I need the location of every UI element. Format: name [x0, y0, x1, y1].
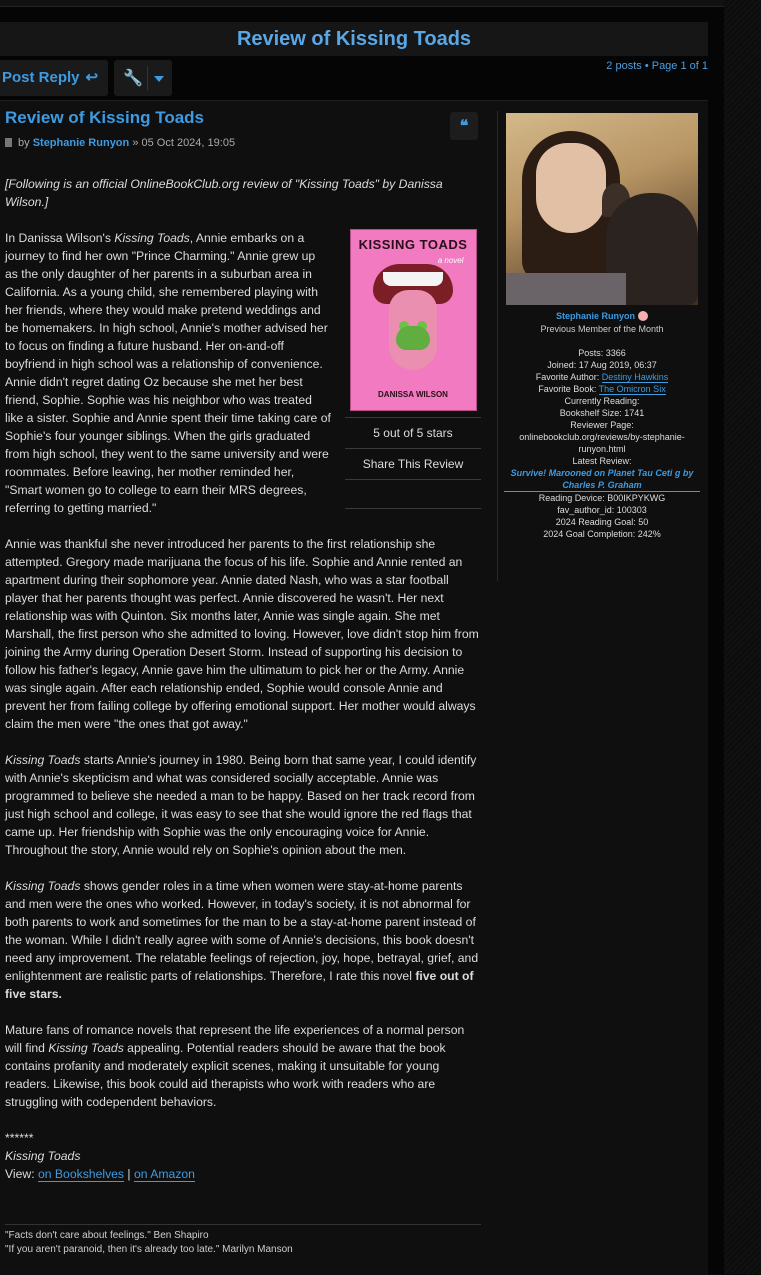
avatar-face-art: [536, 143, 606, 233]
latest-review-title[interactable]: Survive! Marooned on Planet Tau Ceti g: [510, 468, 681, 478]
quote-button[interactable]: [450, 112, 478, 140]
profile-rank: Previous Member of the Month: [540, 324, 664, 334]
field-label: Favorite Author:: [535, 372, 600, 382]
book-box-footer: [345, 479, 481, 509]
status-dot-icon: [638, 311, 648, 321]
field-label: 2024 Goal Completion:: [543, 529, 636, 539]
book-title-italic: Kissing Toads: [5, 879, 81, 893]
share-review-link[interactable]: Share This Review: [345, 448, 481, 479]
profile-posts: [504, 347, 700, 359]
latest-review-link[interactable]: [504, 467, 700, 492]
field-label: Reading Device:: [538, 493, 605, 503]
topic-tools-button[interactable]: [114, 60, 172, 96]
pagination-info: 2 posts • Page 1 of 1: [606, 60, 708, 72]
profile-reviewer-page-label: Reviewer Page:: [570, 420, 634, 430]
text-span: Mature fans of romance novels that represent the life experiences of a normal person will find: [5, 1023, 465, 1055]
field-value: 50: [638, 517, 649, 527]
profile-fav-author: [504, 371, 700, 383]
profile-name-text[interactable]: Stephanie Runyon: [555, 311, 635, 321]
profile-fav-author-id: [504, 504, 700, 516]
review-paragraph-4: [5, 877, 481, 1003]
post-content: [5, 175, 481, 1183]
text-span: , Annie embarks on a journey to find her own "Prince Charming." Annie grew up as the only daughter of her parents in a suburban area in California. As a young child, she remembered playing with her friends, where they would make pretend weddings and be homemakers. In high school, Annie's mother advised her to focus on finding a future husband. Her on-and-off boyfriend in high school was a relationship of convenience. Annie didn't regret dating Oz because she met her best friend, Sophie. Sophie was his neighbor who was treated like a sister. Sophie and Annie spent their time taking care of Sophie's four younger siblings. When the girls graduated from high school, they went to the same university and were roommates. Before leaving, her mother reminded her, "Smart women go to college to earn their MRS degrees, referring to getting married.": [5, 231, 331, 515]
profile-reviewer-page[interactable]: onlinebookclub.org/reviews/by-stephanie-runyon.html: [519, 432, 685, 454]
by-label: by: [18, 137, 30, 149]
field-label: Posts:: [578, 348, 604, 358]
top-strip: [0, 0, 724, 7]
signature-line-1: "Facts don't care about feelings." Ben Shapiro: [5, 1230, 209, 1241]
quote-icon: ❝: [459, 118, 469, 135]
post-title[interactable]: Review of Kissing Toads: [5, 108, 205, 127]
text-span: In Danissa Wilson's: [5, 231, 115, 245]
book-title-italic: Kissing Toads: [114, 231, 190, 245]
wrench-icon: 🔧: [123, 70, 143, 87]
view-label: View:: [5, 1167, 35, 1181]
field-value: 3366: [605, 348, 626, 358]
field-value: 17 Aug 2019, 06:37: [578, 360, 657, 370]
cover-title: KISSING TOADS: [358, 237, 468, 252]
field-label: Currently Reading:: [564, 396, 640, 406]
profile-fav-book: [504, 383, 700, 395]
profile-bookshelf: [504, 407, 700, 419]
reply-arrow-icon: ↩: [85, 69, 99, 86]
view-links: [5, 1165, 481, 1183]
signature-line-2: "If you aren't paranoid, then it's already too late." Marilyn Manson: [5, 1244, 293, 1255]
profile-reading-goal: [504, 516, 700, 528]
post-reply-label: Post Reply: [2, 69, 80, 86]
latest-review-by: by: [682, 468, 694, 478]
review-paragraph-3: [5, 751, 481, 859]
fav-book-link[interactable]: The Omicron Six: [598, 384, 666, 394]
avatar-shirt-art: [506, 273, 626, 305]
avatar[interactable]: [506, 113, 698, 305]
signature: [5, 1224, 481, 1257]
review-paragraph-5: [5, 1021, 481, 1111]
link-separator: |: [127, 1167, 131, 1181]
cover-author: DANISSA WILSON: [378, 390, 448, 399]
profile-name[interactable]: [498, 310, 706, 322]
profile-fields: [504, 347, 700, 540]
field-value: 100303: [616, 505, 647, 515]
field-label: Favorite Book:: [538, 384, 597, 394]
review-intro: [Following is an official OnlineBookClub.org review of "Kissing Toads" by Danissa Wilson.]: [5, 177, 443, 209]
post-icon: [5, 138, 12, 147]
action-bar: [0, 60, 708, 96]
topic-title[interactable]: Review of Kissing Toads: [236, 28, 472, 50]
profile-latest-review-label: Latest Review:: [572, 456, 632, 466]
post-meta: [5, 137, 235, 149]
book-title-footer: Kissing Toads: [5, 1149, 81, 1163]
book-cover-image[interactable]: [350, 229, 477, 411]
book-rating: 5 out of 5 stars: [345, 417, 481, 448]
page-gutter: [724, 0, 761, 1274]
book-title-italic: Kissing Toads: [48, 1041, 124, 1055]
field-value: B00IKPYKWG: [607, 493, 666, 503]
post-author-link[interactable]: Stephanie Runyon: [32, 137, 130, 149]
cover-subtitle: a novel: [437, 256, 464, 265]
field-label: Bookshelf Size:: [559, 408, 622, 418]
text-span: shows gender roles in a time when women were stay-at-home parents and men were the ones who worked. However, in today's society, it is not abnormal for both parents to work and sometimes for the man to be a stay-at-home parent instead of the woman. While I didn't really agree with some of Annie's decisions, this book doesn't need any improvement. The relatable feelings of rejection, joy, hope, betrayal, grief, and enlightenment are realistic parts of relationships. Therefore, I rate this novel: [5, 879, 479, 983]
topic-title-bar: [0, 22, 708, 56]
bookshelves-link[interactable]: on Bookshelves: [37, 1167, 125, 1181]
post-reply-button[interactable]: [0, 60, 108, 96]
field-value: 1741: [624, 408, 645, 418]
profile-goal-completion: [504, 528, 700, 540]
latest-review-author[interactable]: Charles P. Graham: [562, 480, 642, 490]
author-profile: [497, 111, 706, 581]
profile-reading-device: [504, 492, 700, 504]
chevron-down-icon[interactable]: [154, 76, 164, 82]
profile-currently-reading: [504, 395, 700, 407]
amazon-link[interactable]: on Amazon: [133, 1167, 195, 1181]
text-span: appealing. Potential readers should be aware that the book contains profanity and moderately explicit scenes, making it unsuitable for young readers. Likewise, this book could aid therapists who work with readers who are struggling with codependent behaviors.: [5, 1041, 446, 1109]
review-paragraph-2: Annie was thankful she never introduced her parents to the first relationship she attempted. Gregory made marijuana the focus of his life. Sophie and Annie rented an apartment during their sophomore year. Annie dated Nash, who was a star football player that her parents thought was perfect. Annie discovered he wasn't. Her next relationship was with Quinton. Six months later, Annie was single again. She met Marshall, the first person who she admitted to loving. However, love didn't stop him from joining the Army during Operation Desert Storm. Instead of supporting his decision to follow his father's legacy, Annie gave him the ultimatum to pick her or the Army. Annie was single again. After each relationship ended, Sophie would console Annie and prevent her from failing college by offering emotional support. Her mother would always claim the men were "the ones that got away.": [5, 537, 479, 731]
field-label: Joined:: [547, 360, 577, 370]
stars-line: ******: [5, 1131, 34, 1145]
text-span: starts Annie's journey in 1980. Being born that same year, I could identify with Annie's skepticism and what was considered socially acceptable. Annie was programmed to believe she needed a man to be happy. Based on her track record from just high school and college, it was easy to see that she would ignore the red flags that came up. Her friendship with Sophie was the only encouraging voice for Annie. Throughout the story, Annie would rely on Sophie's opinion about the men.: [5, 753, 477, 857]
book-title-italic: Kissing Toads: [5, 753, 81, 767]
post-date: » 05 Oct 2024, 19:05: [132, 137, 236, 149]
book-box: [345, 229, 481, 509]
field-label: 2024 Reading Goal:: [555, 517, 636, 527]
field-value: 242%: [637, 529, 661, 539]
cover-teeth-art: [383, 272, 443, 286]
tools-separator: [147, 66, 148, 90]
post-container: [0, 100, 708, 1275]
field-label: fav_author_id:: [557, 505, 615, 515]
rating-bold: five out of five stars.: [5, 969, 474, 1001]
cover-frog-art: [396, 326, 430, 350]
fav-author-link[interactable]: Destiny Hawkins: [601, 372, 669, 382]
profile-joined: [504, 359, 700, 371]
